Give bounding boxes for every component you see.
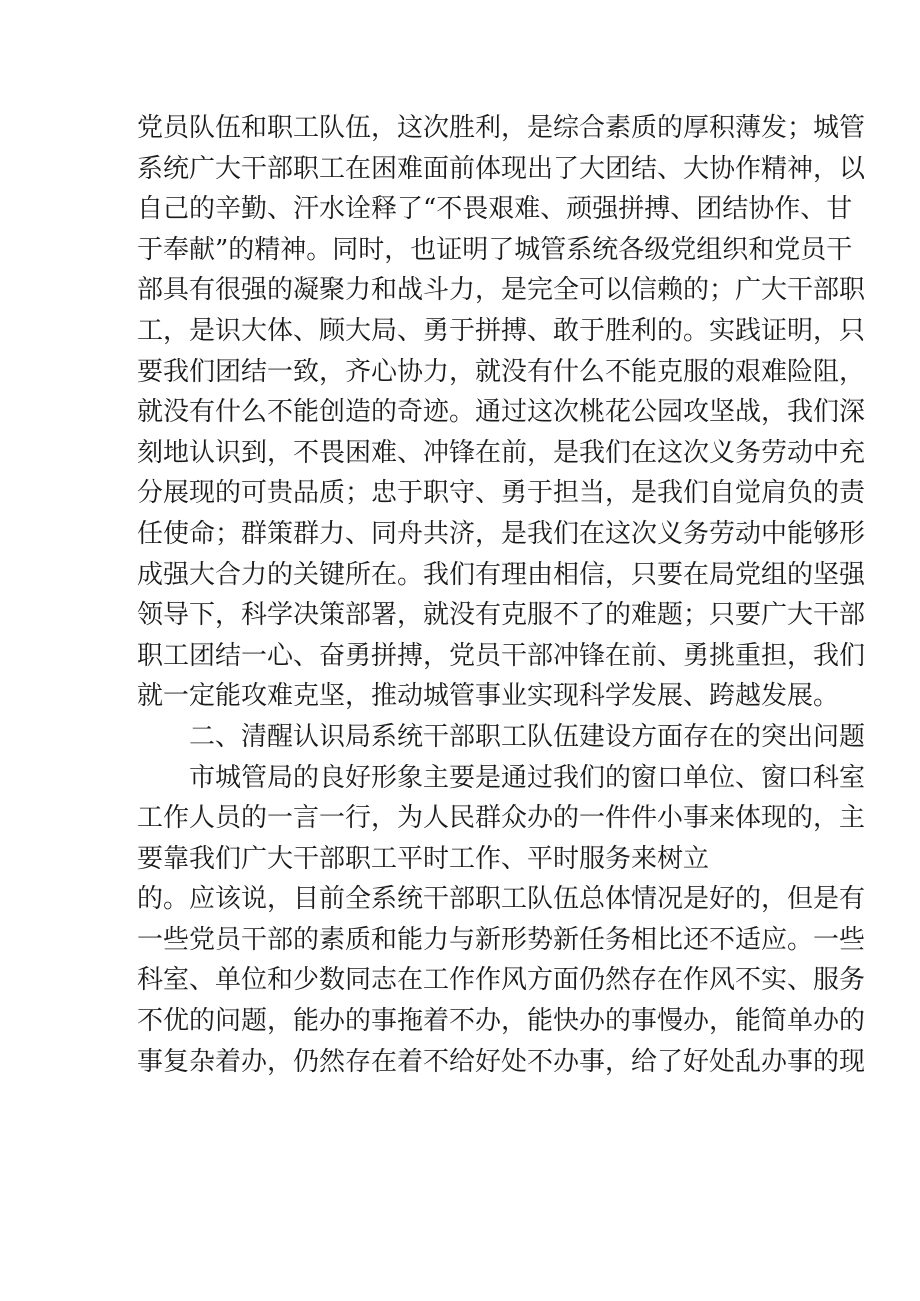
text-line: 不优的问题，能办的事拖着不办，能快办的事慢办，能简单办的 <box>137 1006 866 1037</box>
text-line: 职工团结一心、奋勇拼搏，党员干部冲锋在前、勇挑重担，我们 <box>137 640 866 671</box>
text-line: 事复杂着办，仍然存在着不给好处不办事，给了好处乱办事的现 <box>137 1046 866 1077</box>
text-line: 二、清醒认识局系统干部职工队伍建设方面存在的突出问题 <box>189 721 866 752</box>
text-line: 任使命；群策群力、同舟共济，是我们在这次义务劳动中能够形 <box>137 518 866 549</box>
text-line: 党员队伍和职工队伍，这次胜利，是综合素质的厚积薄发；城管 <box>137 113 866 143</box>
text-line: 分展现的可贵品质；忠于职守、勇于担当，是我们自觉肩负的责 <box>137 478 866 509</box>
text-line: 市城管局的良好形象主要是通过我们的窗口单位、窗口科室 <box>189 762 866 793</box>
text-line: 就没有什么不能创造的奇迹。通过这次桃花公园攻坚战，我们深 <box>137 397 866 428</box>
text-line: 成强大合力的关键所在。我们有理由相信，只要在局党组的坚强 <box>137 559 866 590</box>
text-line: 于奉献”的精神。同时，也证明了城管系统各级党组织和党员干 <box>137 234 853 265</box>
text-line: 一些党员干部的素质和能力与新形势新任务相比还不适应。一些 <box>137 924 866 955</box>
text-line: 要靠我们广大干部职工平时工作、平时服务来树立 <box>137 843 710 874</box>
text-line: 领导下，科学决策部署，就没有克服不了的难题；只要广大干部 <box>137 600 866 631</box>
text-line: 工作人员的一言一行，为人民群众办的一件件小事来体现的，主 <box>137 803 866 834</box>
text-line: 的。应该说，目前全系统干部职工队伍总体情况是好的，但是有 <box>137 884 866 915</box>
text-line: 系统广大干部职工在困难面前体现出了大团结、大协作精神，以 <box>137 153 866 184</box>
body-text <box>137 108 866 1082</box>
text-line: 刻地认识到，不畏困难、冲锋在前，是我们在这次义务劳动中充 <box>137 437 866 468</box>
text-line: 工，是识大体、顾大局、勇于拼搏、敢于胜利的。实践证明，只 <box>137 315 866 346</box>
text-line: 就一定能攻难克坚，推动城管事业实现科学发展、跨越发展。 <box>137 681 840 712</box>
text-line: 部具有很强的凝聚力和战斗力，是完全可以信赖的；广大干部职 <box>137 275 866 306</box>
text-line: 要我们团结一致，齐心协力，就没有什么不能克服的艰难险阻， <box>137 356 866 387</box>
text-line: 自己的辛勤、汗水诠释了“不畏艰难、顽强拼搏、团结协作、甘 <box>137 194 853 225</box>
text-line: 科室、单位和少数同志在工作作风方面仍然存在作风不实、服务 <box>137 965 866 996</box>
